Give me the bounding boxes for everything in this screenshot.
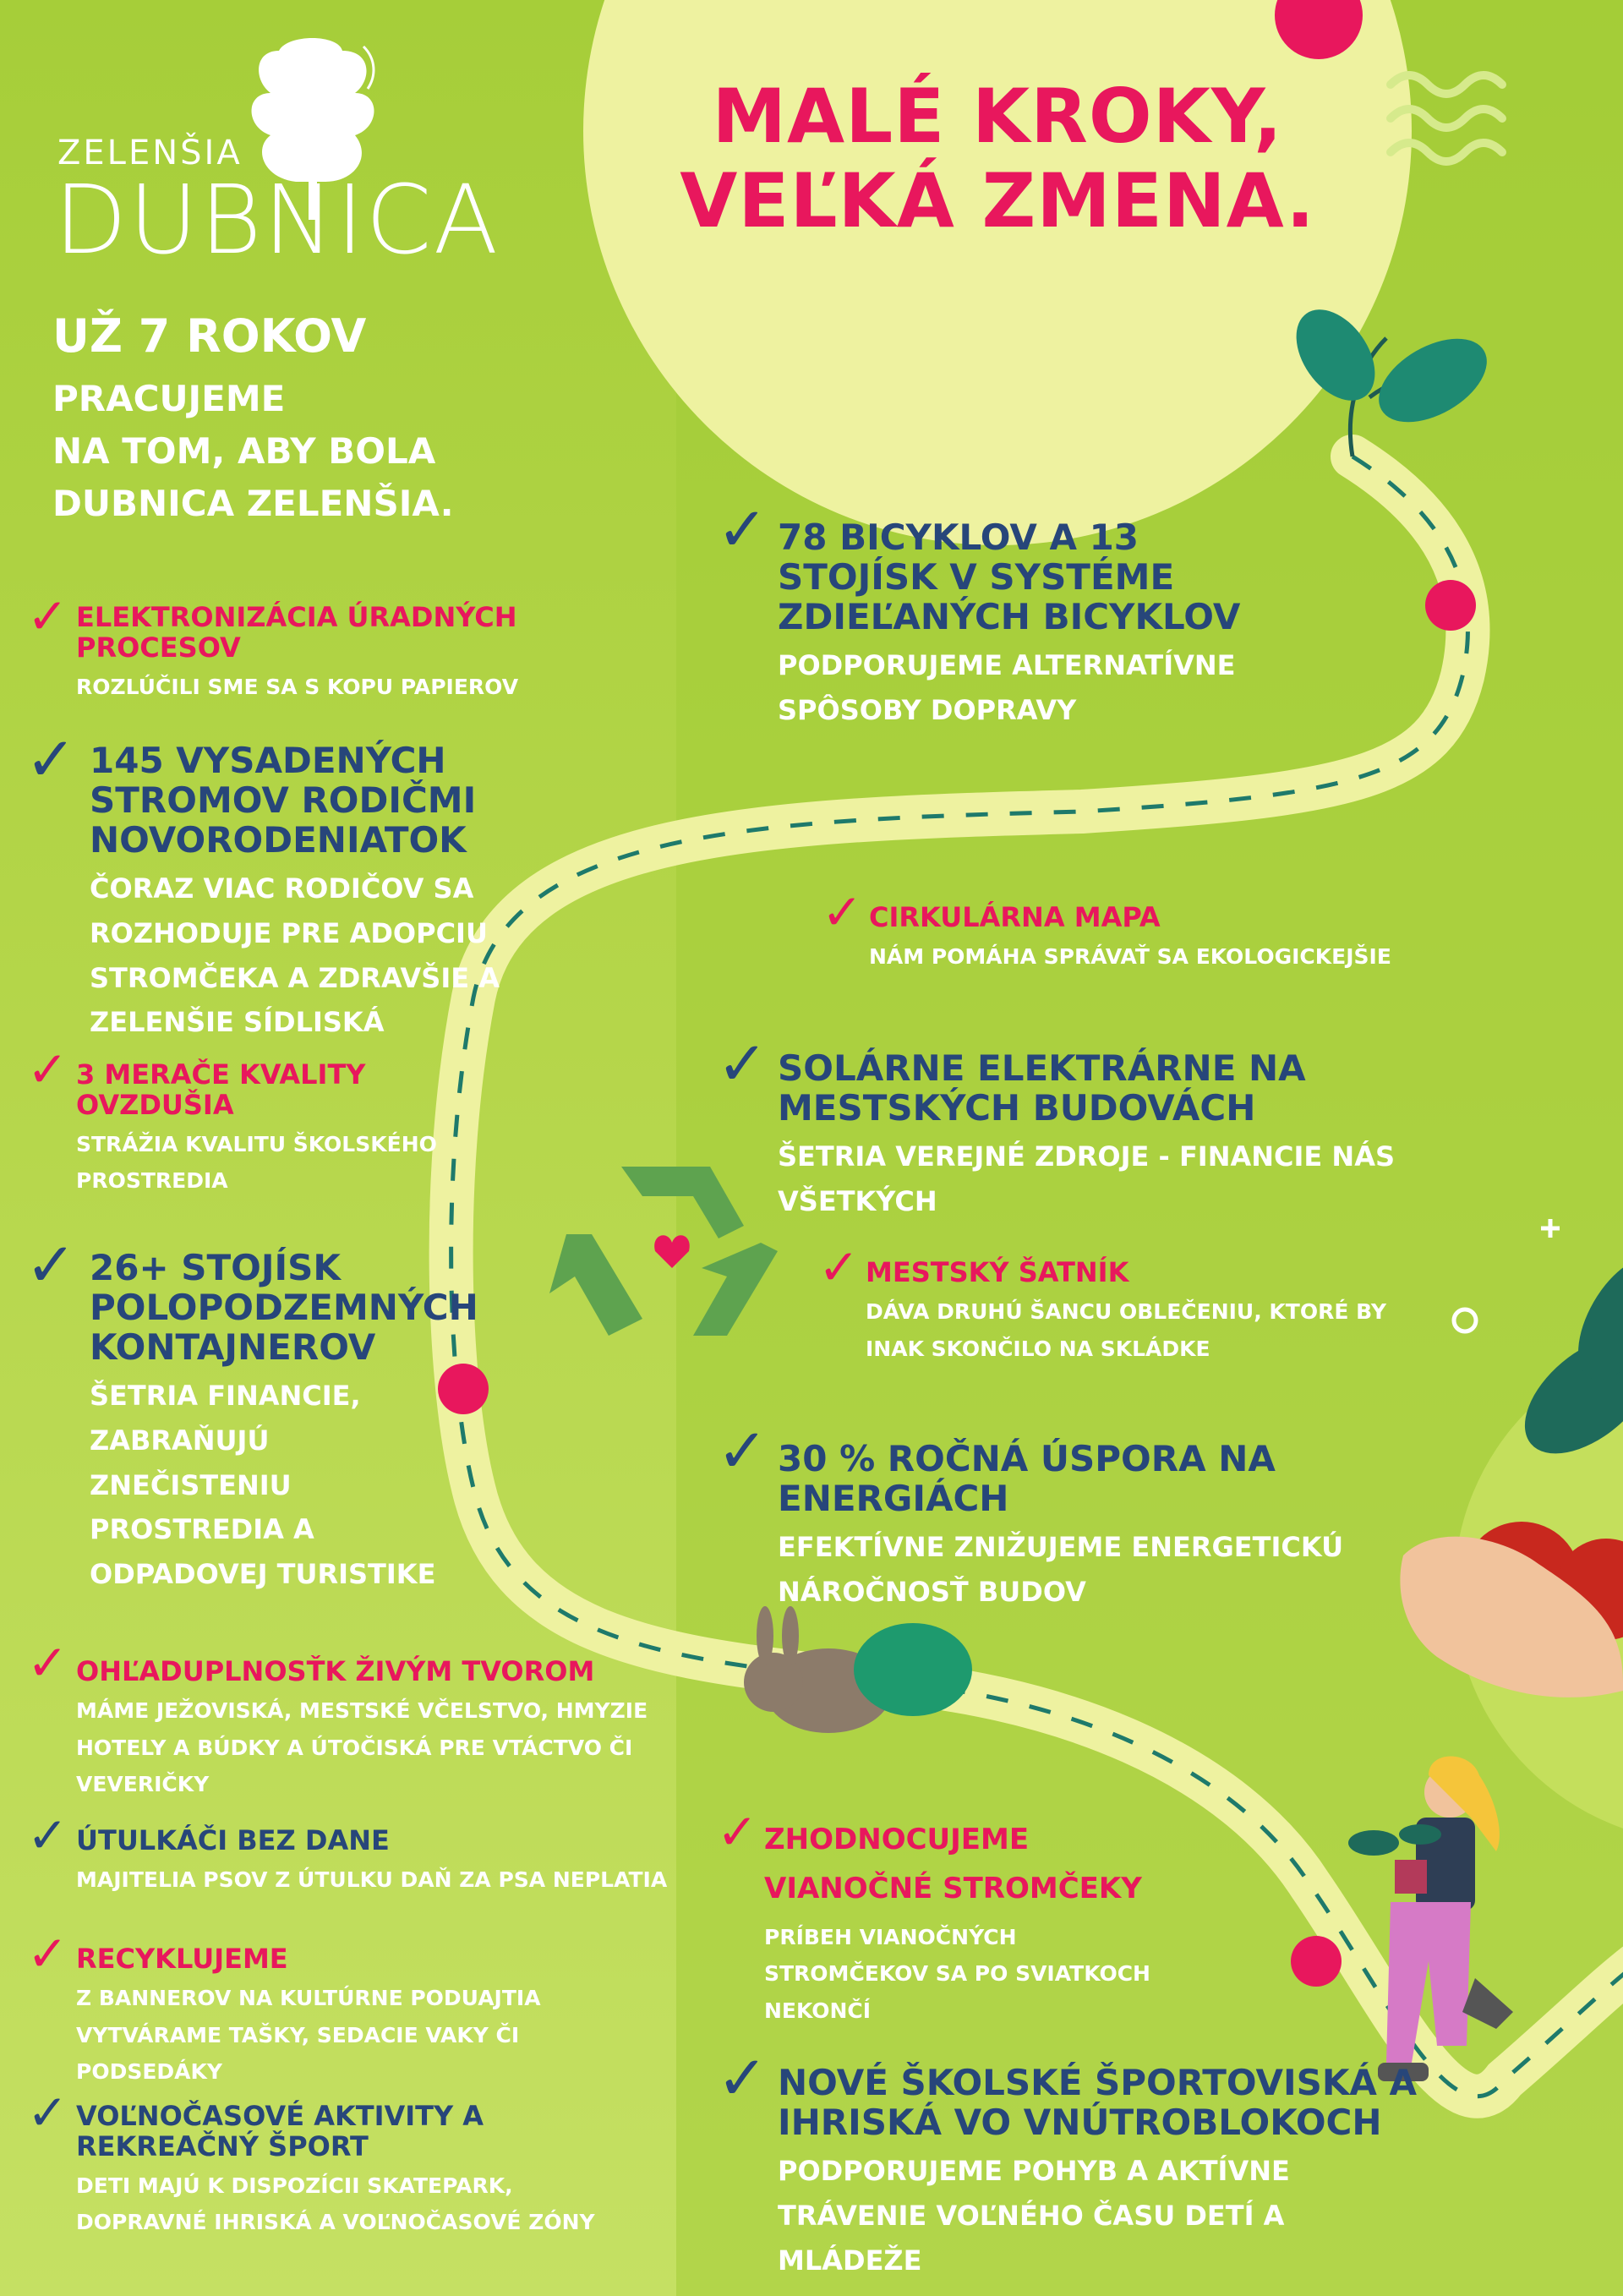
item-trees: [90, 741, 597, 1045]
headline-line-2: VEĽKÁ ZMENA.: [680, 157, 1315, 244]
item-air-quality: [76, 1060, 516, 1200]
check-icon: ✓: [717, 1803, 758, 1861]
item-desc: ČORAZ VIAC RODIČOV SA ROZHODUJE PRE ADOPCIU STROMČEKA A ZDRAVŠIE A ZELENŠIE SÍDLISKÁ: [90, 872, 500, 1039]
item-sports-grounds: [778, 2063, 1420, 2282]
item-title: 30 % ROČNÁ ÚSPORA NA ENERGIÁCH: [778, 1438, 1276, 1520]
intro-years: UŽ 7 ROKOV: [52, 309, 367, 363]
check-icon: ✓: [27, 1041, 68, 1098]
item-title: 3 MERAČE KVALITY OVZDUŠIA: [76, 1058, 366, 1121]
headline-line-1: MALÉ KROKY,: [712, 73, 1283, 160]
item-title: ELEKTRONIZÁCIA ÚRADNÝCH PROCESOV: [76, 601, 517, 664]
item-title: 26+ STOJÍSK POLOPODZEMNÝCH KONTAJNEROV: [90, 1247, 478, 1369]
item-title: 78 BICYKLOV A 13 STOJÍSK V SYSTÉME ZDIEĽANÝCH BICYKLOV: [778, 517, 1241, 638]
item-electronization: [76, 603, 668, 705]
item-title: ÚTULKÁČI BEZ DANE: [76, 1824, 390, 1856]
check-icon: ✓: [27, 1807, 68, 1864]
item-bicycles: [778, 517, 1285, 733]
item-title: OHĽADUPLNOSŤK ŽIVÝM TVOROM: [76, 1655, 595, 1687]
logo-title: DUBNICA: [54, 166, 500, 276]
item-solar: [778, 1048, 1555, 1224]
item-desc: NÁM POMÁHA SPRÁVAŤ SA EKOLOGICKEJŠIE: [869, 943, 1391, 969]
item-desc: MÁME JEŽOVISKÁ, MESTSKÉ VČELSTVO, HMYZIE HOTELY A BÚDKY A ÚTOČISKÁ PRE VTÁCTVO ČI VEVERIČKY: [76, 1697, 648, 1797]
pink-dot: [1425, 580, 1476, 631]
item-wardrobe: [866, 1258, 1390, 1367]
item-desc: DETI MAJÚ K DISPOZÍCII SKATEPARK, DOPRAVNÉ IHRISKÁ A VOĽNOČASOVÉ ZÓNY: [76, 2173, 595, 2235]
check-icon: ✓: [27, 588, 68, 645]
check-icon: ✓: [25, 1229, 77, 1300]
item-title: 145 VYSADENÝCH STROMOV RODIČMI NOVORODENIATOK: [90, 740, 477, 861]
item-containers: [90, 1247, 478, 1597]
item-shelter-dogs: [76, 1826, 685, 1899]
item-desc: DÁVA DRUHÚ ŠANCU OBLEČENIU, KTORÉ BY INAK SKONČILO NA SKLÁDKE: [866, 1298, 1386, 1361]
item-title: ZHODNOCUJEME VIANOČNÉ STROMČEKY: [764, 1823, 1142, 1905]
item-recycling: [76, 1944, 651, 2091]
item-desc: ŠETRIA VEREJNÉ ZDROJE - FINANCIE NÁS VŠETKÝCH: [778, 1140, 1396, 1217]
pink-dot: [1291, 1936, 1342, 1987]
item-desc: EFEKTÍVNE ZNIŽUJEME ENERGETICKÚ NÁROČNOSŤ BUDOV: [778, 1531, 1344, 1608]
item-title: MESTSKÝ ŠATNÍK: [866, 1256, 1129, 1288]
intro-line-2: PRACUJEME: [52, 378, 286, 419]
item-title: RECYKLUJEME: [76, 1943, 288, 1975]
item-title: SOLÁRNE ELEKTRÁRNE NA MESTSKÝCH BUDOVÁCH: [778, 1047, 1306, 1129]
item-energy-savings: [778, 1439, 1437, 1615]
item-desc: Z BANNEROV NA KULTÚRNE PODUAJTIA VYTVÁRAME TAŠKY, SEDACIE VAKY ČI PODSEDÁKY: [76, 1985, 541, 2085]
check-icon: ✓: [822, 883, 863, 941]
item-title: VOĽNOČASOVÉ AKTIVITY A REKREAČNÝ ŠPORT: [76, 2100, 484, 2162]
item-desc: ROZLÚČILI SME SA S KOPU PAPIEROV: [76, 674, 519, 699]
item-desc: PRÍBEH VIANOČNÝCH STROMČEKOV SA PO SVIATKOCH NEKONČÍ: [764, 1924, 1150, 2024]
check-icon: ✓: [717, 2042, 768, 2113]
check-icon: ✓: [25, 724, 77, 795]
intro-line-3: NA TOM, ABY BOLA: [52, 430, 436, 472]
check-icon: ✓: [27, 1634, 68, 1692]
logo-tagline: ZELENŠIA: [57, 134, 243, 172]
item-title: CIRKULÁRNA MAPA: [869, 901, 1161, 933]
item-desc: PODPORUJEME ALTERNATÍVNE SPÔSOBY DOPRAVY: [778, 649, 1236, 726]
item-animals: [76, 1657, 685, 1803]
item-leisure: [76, 2102, 617, 2241]
check-icon: ✓: [27, 1925, 68, 1982]
item-desc: MAJITELIA PSOV Z ÚTULKU DAŇ ZA PSA NEPLATIA: [76, 1867, 668, 1892]
item-circular-map: [869, 903, 1393, 976]
check-icon: ✓: [818, 1238, 860, 1296]
item-desc: PODPORUJEME POHYB A AKTÍVNE TRÁVENIE VOĽNÉHO ČASU DETÍ A MLÁDEŽE: [778, 2155, 1290, 2277]
item-christmas-trees: [764, 1816, 1187, 2030]
item-desc: STRÁŽIA KVALITU ŠKOLSKÉHO PROSTREDIA: [76, 1131, 437, 1194]
check-icon: ✓: [717, 1028, 768, 1099]
check-icon: ✓: [27, 2084, 68, 2141]
check-icon: ✓: [717, 1415, 768, 1486]
item-title: NOVÉ ŠKOLSKÉ ŠPORTOVISKÁ A IHRISKÁ VO VNÚTROBLOKOCH: [778, 2062, 1417, 2144]
check-icon: ✓: [717, 494, 768, 565]
intro-line-4: DUBNICA ZELENŠIA.: [52, 483, 454, 524]
item-desc: ŠETRIA FINANCIE, ZABRAŇUJÚ ZNEČISTENIU PROSTREDIA A ODPADOVEJ TURISTIKE: [90, 1380, 436, 1591]
